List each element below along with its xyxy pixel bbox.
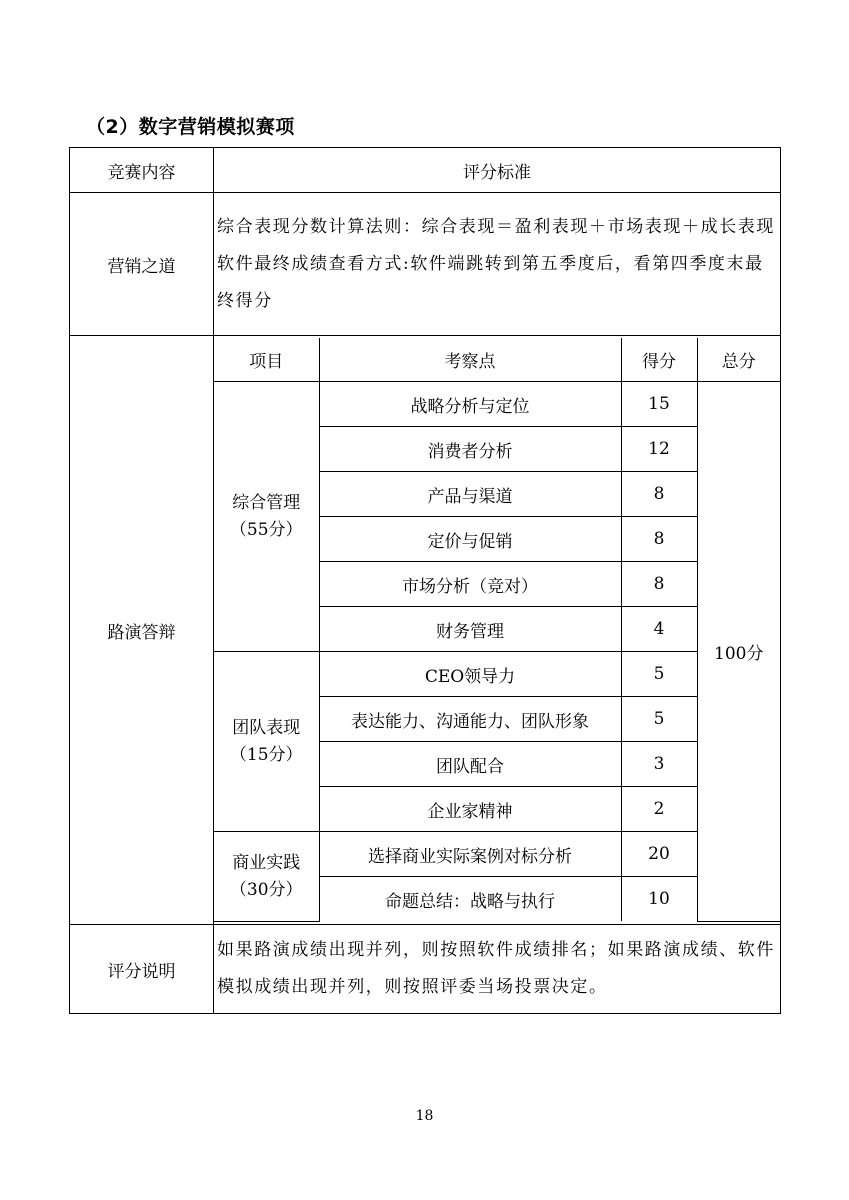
score-cell: 8 bbox=[621, 562, 697, 607]
roadshow-label: 路演答辩 bbox=[70, 336, 214, 925]
group-points: （55分） bbox=[229, 519, 303, 540]
group-comprehensive-management bbox=[214, 382, 319, 652]
group-points: （30分） bbox=[229, 879, 303, 900]
score-cell: 3 bbox=[621, 742, 697, 787]
total-score-cell: 100分 bbox=[697, 382, 780, 922]
point-cell: 命题总结：战略与执行 bbox=[319, 877, 621, 922]
table-row bbox=[214, 832, 780, 877]
point-cell: 产品与渠道 bbox=[319, 472, 621, 517]
score-cell: 20 bbox=[621, 832, 697, 877]
header-content-cell: 竞赛内容 bbox=[70, 148, 214, 193]
roadshow-row bbox=[70, 336, 781, 925]
group-name: 商业实践 bbox=[232, 852, 301, 873]
point-cell: 战略分析与定位 bbox=[319, 382, 621, 427]
page-number: 18 bbox=[415, 1108, 434, 1124]
explanation-row bbox=[70, 925, 781, 1014]
explanation-label: 评分说明 bbox=[70, 925, 214, 1014]
score-cell: 2 bbox=[621, 787, 697, 832]
score-cell: 15 bbox=[621, 382, 697, 427]
group-team-performance bbox=[214, 652, 319, 832]
point-cell: 市场分析（竞对） bbox=[319, 562, 621, 607]
point-cell: 消费者分析 bbox=[319, 427, 621, 472]
score-cell: 8 bbox=[621, 517, 697, 562]
col-score-header: 得分 bbox=[621, 338, 697, 382]
marketing-row bbox=[70, 193, 781, 336]
section-title: （2）数字营销模拟赛项 bbox=[86, 116, 295, 138]
group-points: （15分） bbox=[229, 744, 303, 765]
col-item-header: 项目 bbox=[214, 338, 319, 382]
point-cell: 团队配合 bbox=[319, 742, 621, 787]
table-row bbox=[214, 382, 780, 427]
group-business-practice bbox=[214, 832, 319, 922]
marketing-formula-text: 综合表现分数计算法则：综合表现＝盈利表现＋市场表现＋成长表现 bbox=[217, 216, 775, 237]
score-cell: 5 bbox=[621, 652, 697, 697]
explanation-text: 如果路演成绩出现并列，则按照软件成绩排名；如果路演成绩、软件模拟成绩出现并列，则按照评委当场投票决定。 bbox=[214, 925, 781, 1014]
point-cell: 定价与促销 bbox=[319, 517, 621, 562]
group-name: 综合管理 bbox=[232, 492, 301, 513]
score-cell: 4 bbox=[621, 607, 697, 652]
point-cell: 财务管理 bbox=[319, 607, 621, 652]
marketing-criteria bbox=[214, 193, 781, 336]
table-row bbox=[214, 652, 780, 697]
roadshow-scoring-table bbox=[214, 338, 780, 922]
group-name: 团队表现 bbox=[232, 717, 301, 738]
score-cell: 8 bbox=[621, 472, 697, 517]
score-cell: 12 bbox=[621, 427, 697, 472]
roadshow-header-row bbox=[214, 338, 780, 382]
point-cell: 企业家精神 bbox=[319, 787, 621, 832]
scoring-table bbox=[69, 147, 781, 1014]
point-cell: CEO领导力 bbox=[319, 652, 621, 697]
marketing-score-view-text: 软件最终成绩查看方式:软件端跳转到第五季度后，看第四季度末最终得分 bbox=[217, 253, 764, 311]
point-cell: 选择商业实际案例对标分析 bbox=[319, 832, 621, 877]
point-cell: 表达能力、沟通能力、团队形象 bbox=[319, 697, 621, 742]
header-criteria-cell: 评分标准 bbox=[214, 148, 781, 193]
col-point-header: 考察点 bbox=[319, 338, 621, 382]
score-cell: 5 bbox=[621, 697, 697, 742]
marketing-label: 营销之道 bbox=[70, 193, 214, 336]
table-header-row bbox=[70, 148, 781, 193]
score-cell: 10 bbox=[621, 877, 697, 922]
col-total-header: 总分 bbox=[697, 338, 780, 382]
